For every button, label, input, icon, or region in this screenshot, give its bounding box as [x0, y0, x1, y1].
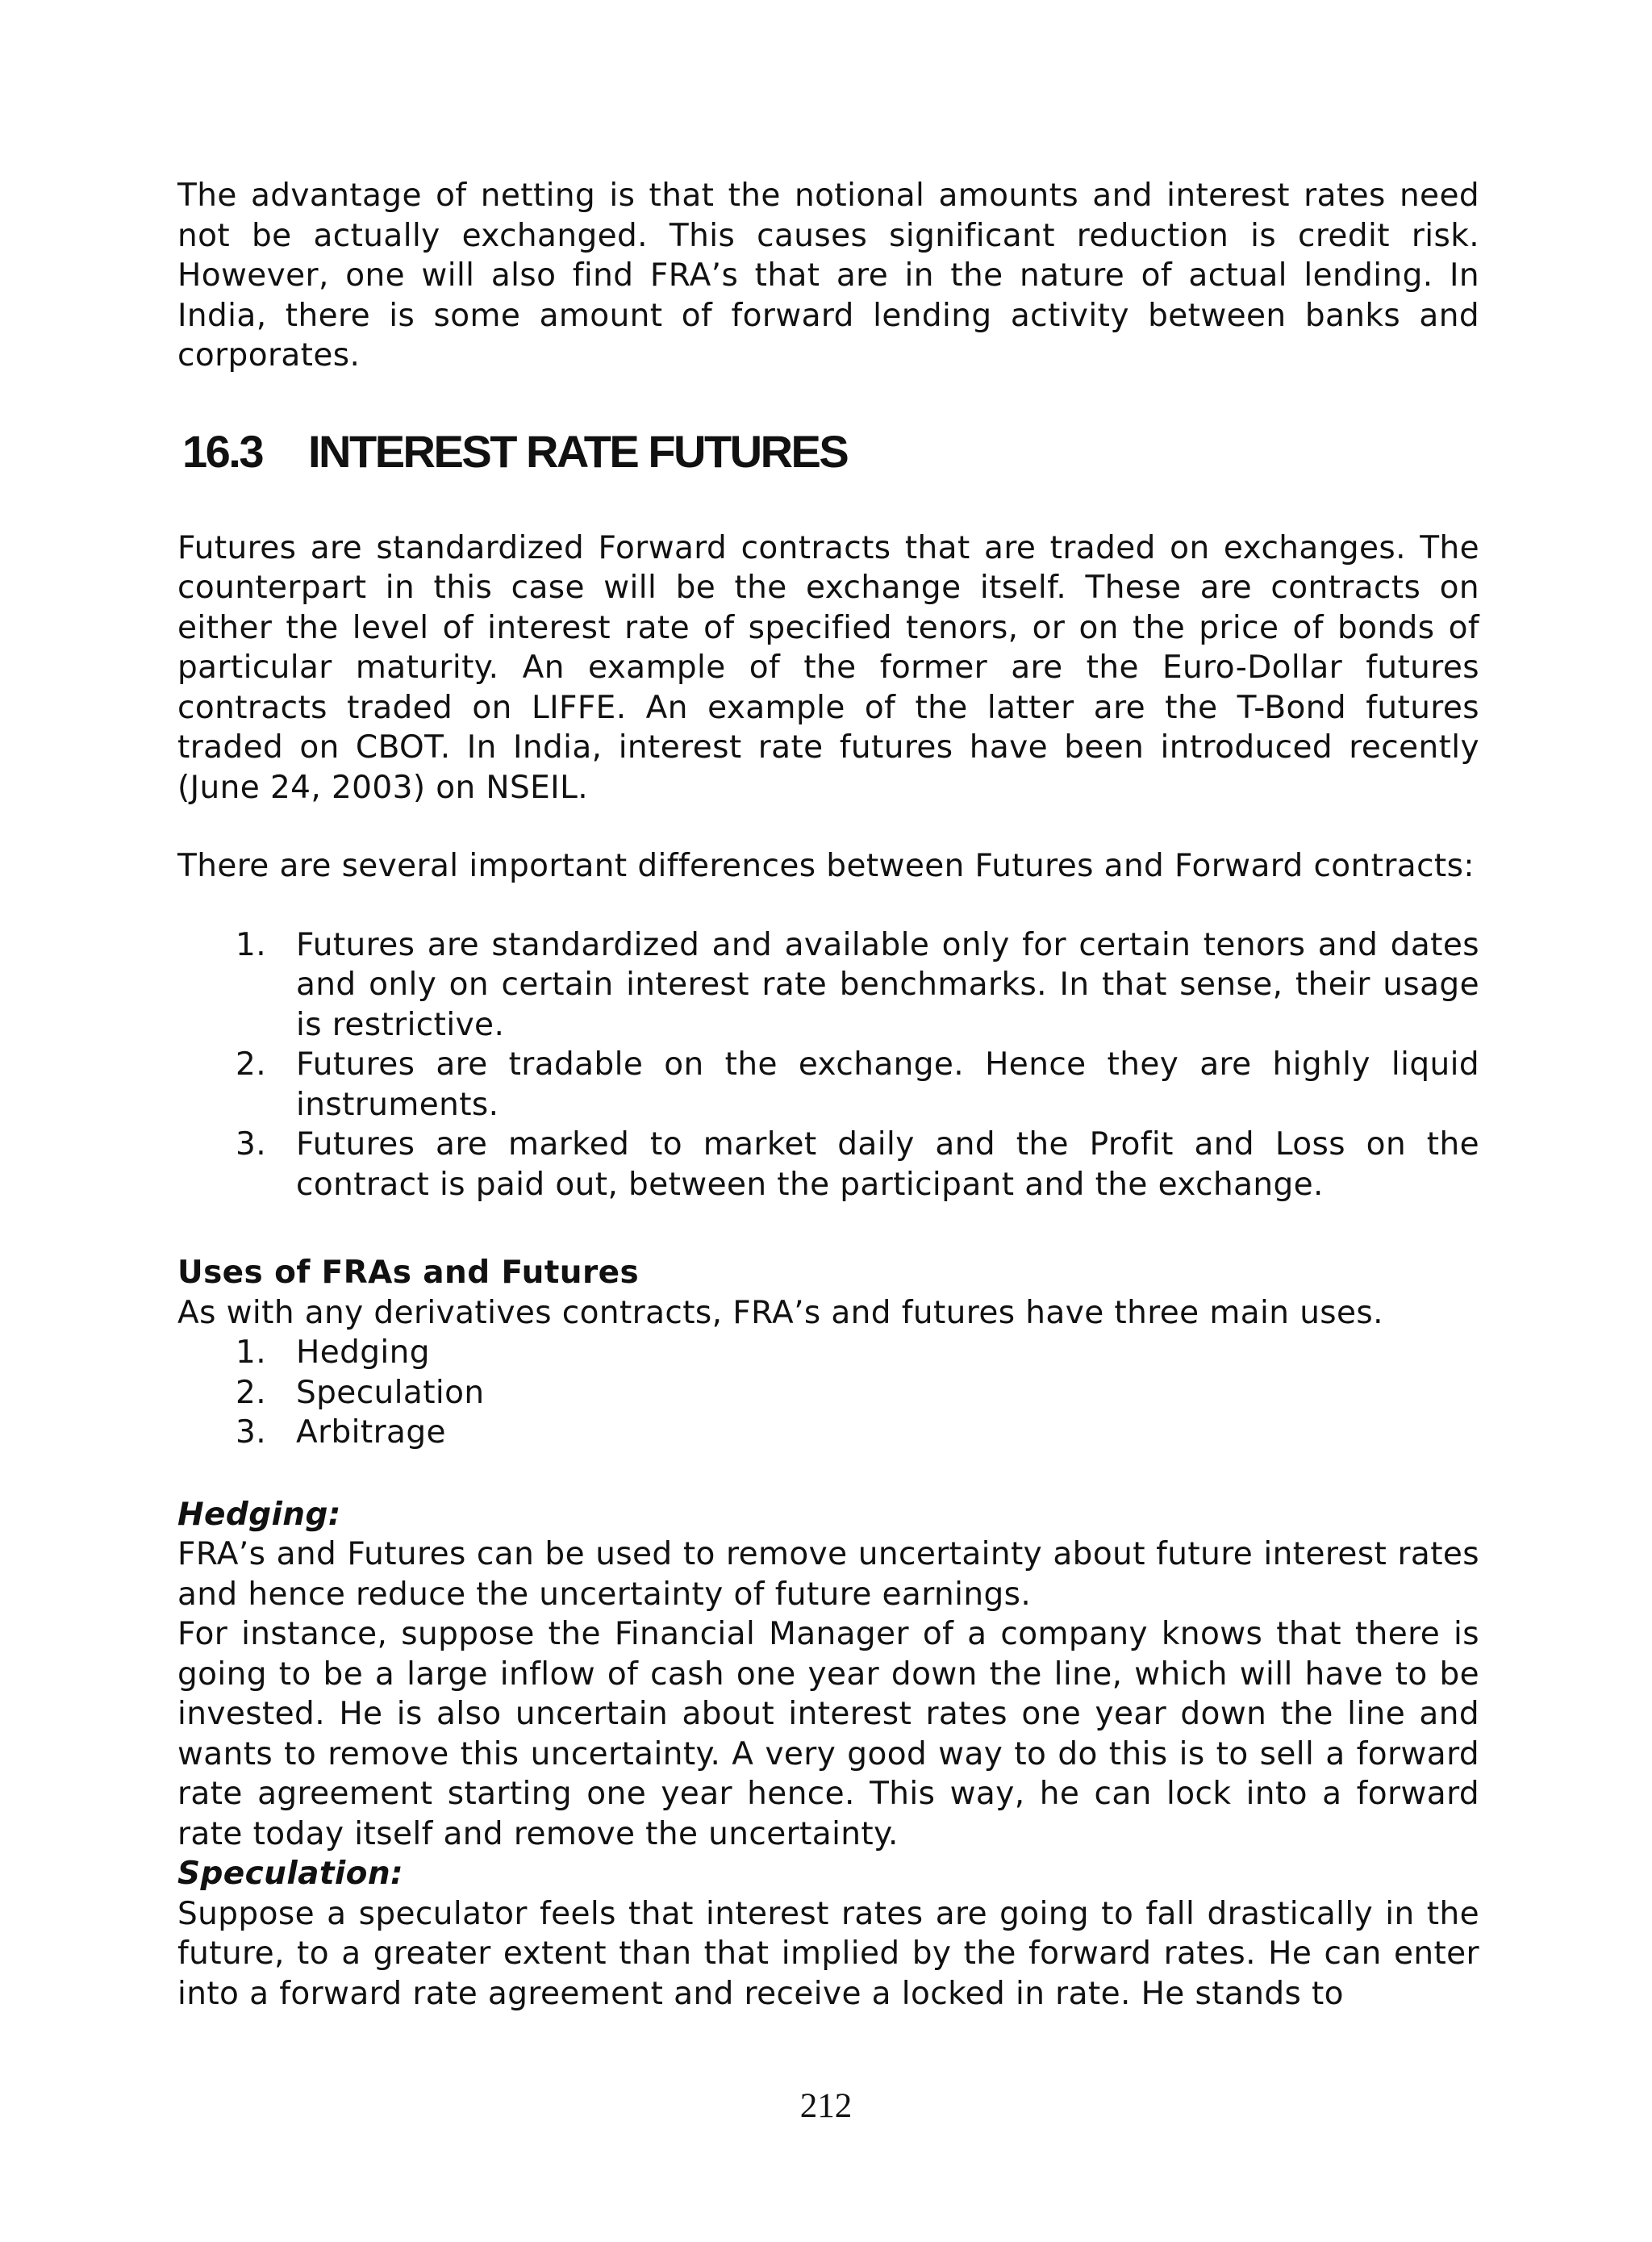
list-item-number: 1.: [236, 926, 267, 963]
list-item-number: 1.: [236, 1334, 267, 1371]
spacer: [177, 376, 1479, 415]
paragraph-hedging-1: FRA’s and Futures can be used to remove uncertainty about future interest rates and hence reduce the uncertainty of future earnings.: [177, 1536, 1479, 1613]
differences-list: [177, 925, 1479, 1205]
list-item-text: Hedging: [296, 1334, 430, 1371]
list-item-number: 2.: [236, 1374, 267, 1411]
spacer: [177, 887, 1479, 925]
paragraph-uses-intro: As with any derivatives contracts, FRA’s and futures have three main uses.: [177, 1294, 1383, 1331]
list-item: [177, 1045, 1479, 1125]
paragraph-speculation-1: Suppose a speculator feels that interest rates are going to fall drastically in the future, to a greater extent than that implied by the forward rates. He can enter into a forward rate agreement and receive a locked in rate. He stands to: [177, 1895, 1479, 2012]
paragraph-netting: The advantage of netting is that the notional amounts and interest rates need not be actually exchanged. This causes significant reduction is credit risk. However, one will also find FRA’s that are in the nature of actual lending. In India, there is some amount of forward lending activity between banks and corporates.: [177, 177, 1479, 374]
list-item-number: 3.: [236, 1126, 267, 1163]
list-item: [177, 1413, 1479, 1453]
list-item-number: 3.: [236, 1414, 267, 1451]
section-title: INTEREST RATE FUTURES: [308, 425, 848, 477]
spacer: [177, 808, 1479, 846]
list-item: [177, 925, 1479, 1046]
spacer: [177, 488, 1479, 528]
list-item-text: Futures are standardized and available only for certain tenors and dates and only on certain interest rate benchmarks. In that sense, their usage is restrictive.: [296, 926, 1479, 1043]
list-item: [177, 1333, 1479, 1373]
page-number: 212: [799, 2087, 853, 2125]
list-item-text: Speculation: [296, 1374, 485, 1411]
paragraph-futures-intro: Futures are standardized Forward contracts that are traded on exchanges. The counterpart in this case will be the exchange itself. These are contracts on either the level of interest rate of specified tenors, or on the price of bonds of particular maturity. An example of the former are the Euro-Dollar futures contracts traded on LIFFE. An example of the latter are the T-Bond futures traded on CBOT. In India, interest rate futures have been introduced recently (June 24, 2003) on NSEIL.: [177, 529, 1479, 806]
section-heading: [177, 415, 1479, 488]
list-item-text: Futures are marked to market daily and the Profit and Loss on the contract is paid out, between the participant and the exchange.: [296, 1126, 1479, 1203]
spacer: [177, 1205, 1479, 1253]
speculation-heading: Speculation:: [177, 1856, 403, 1892]
page-content: [177, 176, 1479, 2014]
uses-list: [177, 1333, 1479, 1453]
spacer: [177, 1453, 1479, 1495]
list-item: [177, 1125, 1479, 1205]
list-item: [177, 1373, 1479, 1413]
list-item-number: 2.: [236, 1046, 267, 1083]
section-number: 16.3: [182, 425, 262, 477]
list-item-text: Futures are tradable on the exchange. Hence they are highly liquid instruments.: [296, 1046, 1479, 1123]
paragraph-differences-intro: There are several important differences between Futures and Forward contracts:: [177, 848, 1475, 884]
paragraph-hedging-2: For instance, suppose the Financial Manager of a company knows that there is going to be a large inflow of cash one year down the line, which will have to be invested. He is also uncertain about interest rates one year down the line and wants to remove this uncertainty. A very good way to do this is to sell a forward rate agreement starting one year hence. This way, he can lock into a forward rate today itself and remove the uncertainty.: [177, 1616, 1479, 1852]
list-item-text: Arbitrage: [296, 1414, 446, 1451]
uses-heading: Uses of FRAs and Futures: [177, 1255, 640, 1291]
hedging-heading: Hedging:: [177, 1496, 341, 1533]
